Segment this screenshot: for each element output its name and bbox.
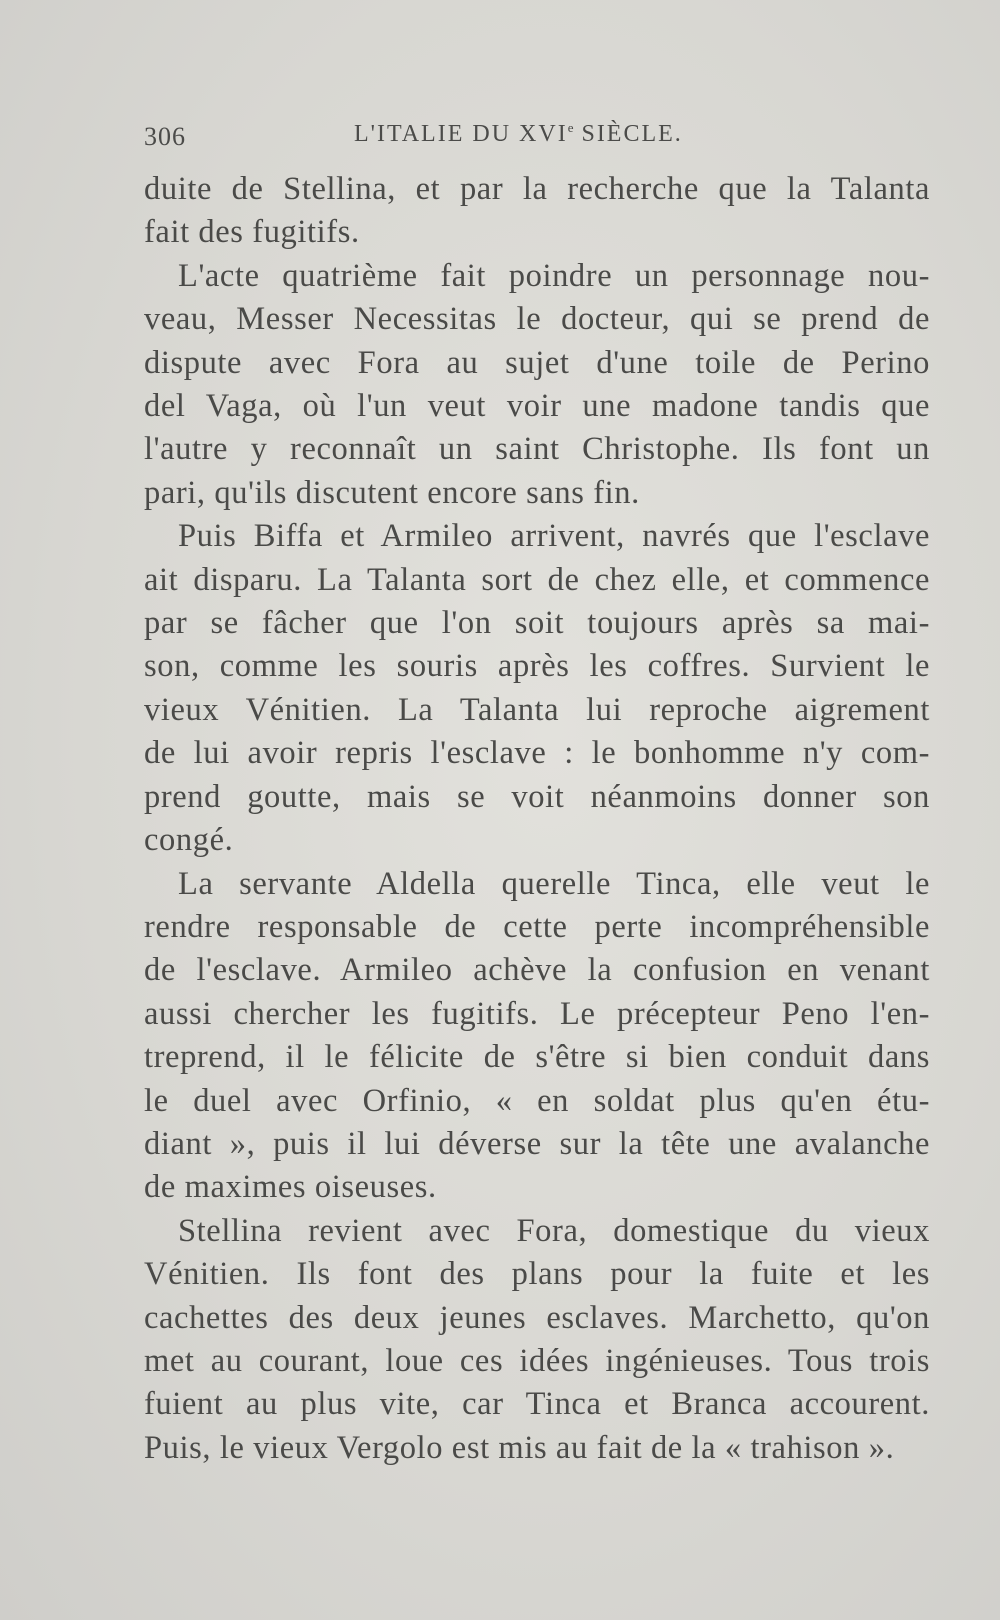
text-line: treprend, il le félicite de s'être si bien conduit dans xyxy=(144,1039,930,1076)
text-line: La servante Aldella querelle Tinca, elle veut le xyxy=(178,865,930,902)
text-line: Puis, le vieux Vergolo est mis au fait de la « trahison ». xyxy=(144,1429,895,1466)
text-line: pari, qu'ils discutent encore sans fin. xyxy=(144,474,640,511)
text-line: prend goutte, mais se voit néanmoins donner son xyxy=(144,778,930,815)
page-number: 306 xyxy=(144,122,186,151)
text-line: son, comme les souris après les coffres. Survient le xyxy=(144,648,930,685)
paragraph xyxy=(144,863,930,1210)
text-line: fuient au plus vite, car Tinca et Branca accourent. xyxy=(144,1386,930,1423)
text-line: ait disparu. La Talanta sort de chez elle, et commence xyxy=(144,561,930,598)
text-line: Puis Biffa et Armileo arrivent, navrés que l'esclave xyxy=(178,518,930,555)
text-line: de lui avoir repris l'esclave : le bonhomme n'y com- xyxy=(144,735,930,772)
text-line: rendre responsable de cette perte incompréhensible xyxy=(144,908,930,945)
text-line: Stellina revient avec Fora, domestique du vieux xyxy=(178,1212,930,1249)
text-line: met au courant, loue ces idées ingénieuses. Tous trois xyxy=(144,1342,930,1379)
text-line: del Vaga, où l'un veut voir une madone tandis que xyxy=(144,388,930,425)
text-line: fait des fugitifs. xyxy=(144,214,360,251)
text-line: l'autre y reconnaît un saint Christophe. Ils font un xyxy=(144,431,930,468)
paragraph xyxy=(144,515,930,862)
text-line: de maximes oiseuses. xyxy=(144,1169,437,1206)
text-line: congé. xyxy=(144,822,234,859)
text-line: aussi chercher les fugitifs. Le précepteur Peno l'en- xyxy=(144,995,930,1032)
page-header xyxy=(144,112,944,152)
text-line: vieux Vénitien. La Talanta lui reproche aigrement xyxy=(144,691,930,728)
paragraph xyxy=(144,1210,930,1470)
text-line: Vénitien. Ils font des plans pour la fuite et les xyxy=(144,1256,930,1293)
text-line: par se fâcher que l'on soit toujours après sa mai- xyxy=(144,605,930,642)
running-title xyxy=(354,120,683,148)
paragraph xyxy=(144,255,930,515)
text-line: L'acte quatrième fait poindre un personnage nou- xyxy=(178,257,930,294)
text-line: cachettes des deux jeunes esclaves. Marchetto, qu'on xyxy=(144,1299,930,1336)
text-line: le duel avec Orfinio, « en soldat plus qu'en étu- xyxy=(144,1082,930,1119)
text-line: diant », puis il lui déverse sur la tête une avalanche xyxy=(144,1125,930,1162)
body-text xyxy=(144,168,930,1470)
text-line: dispute avec Fora au sujet d'une toile de Perino xyxy=(144,344,930,381)
running-title-end: SIÈCLE. xyxy=(573,121,683,147)
running-title-superscript: e xyxy=(567,120,574,135)
paragraph xyxy=(144,168,930,255)
text-line: duite de Stellina, et par la recherche que la Talanta xyxy=(144,171,930,207)
text-line: de l'esclave. Armileo achève la confusion en venant xyxy=(144,952,930,989)
running-title-main: L'ITALIE DU XVI xyxy=(354,121,568,147)
text-line: veau, Messer Necessitas le docteur, qui se prend de xyxy=(144,301,930,338)
